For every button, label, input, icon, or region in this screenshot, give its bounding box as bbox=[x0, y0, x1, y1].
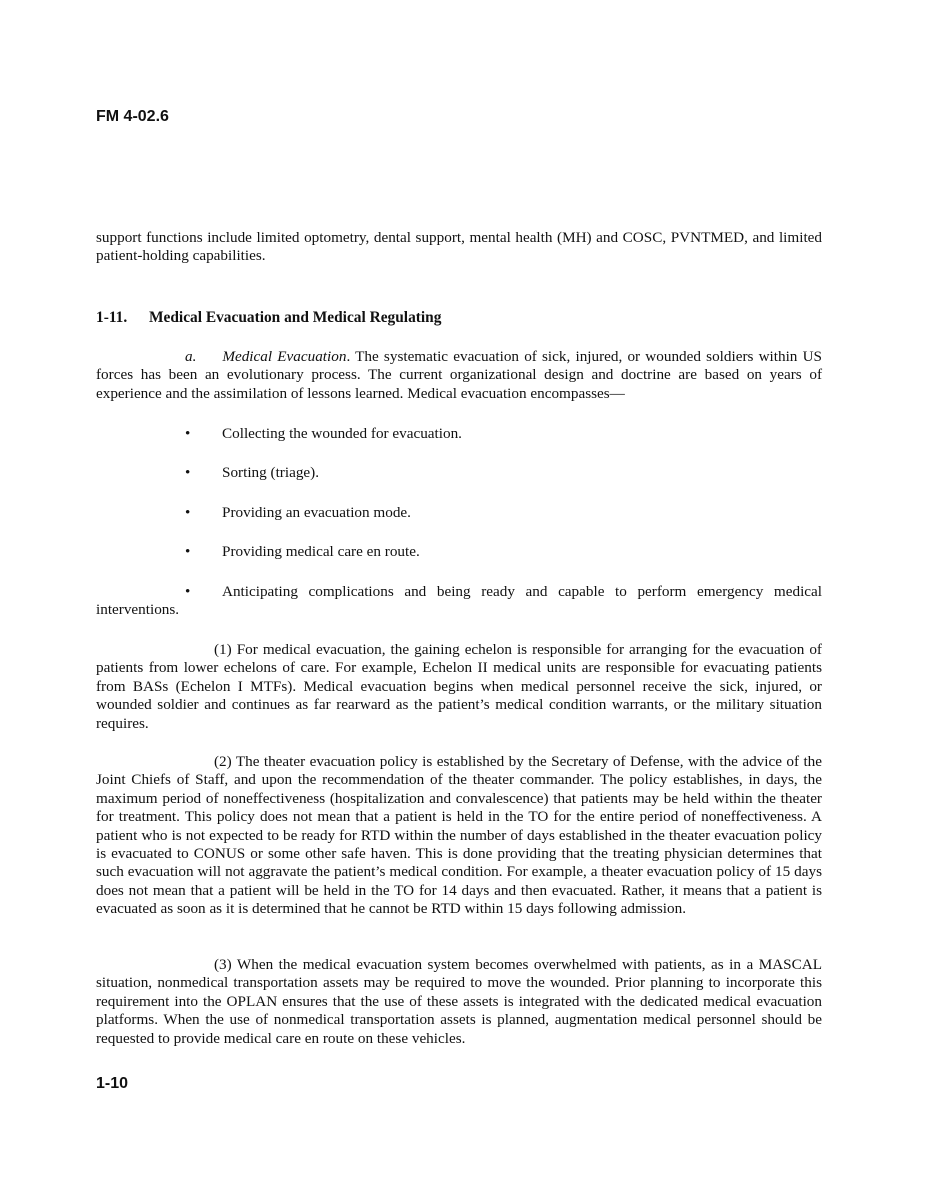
paragraph-text: (2) The theater evacuation policy is established by the Secretary of Defense, with the advice of the Joint Chiefs of Staff, and upon the recommendation of the theater commander. The policy establishes, in days, the maximum period of noneffectiveness (hospitalization and convalescence) that patients may be held within the theater for treatment. This policy does not mean that a patient is held in the TO for the entire period of noneffectiveness. A patient who is not expected to be ready for RTD within the number of days established in the theater evacuation policy is evacuated to CONUS or some other safe haven. This is done providing that the treating physician determines that such evacuation will not aggravate the patient’s medical condition. For example, a theater evacuation policy of 15 days does not mean that a patient will be held in the TO for 14 days and then evacuated. Rather, it means that a patient is evacuated as soon as it is determined that he cannot be RTD within 15 days following admission. bbox=[96, 753, 822, 918]
paragraph-text: (1) For medical evacuation, the gaining echelon is responsible for arranging for the evacuation of patients from lower echelons of care. For example, Echelon II medical units are responsible for evacuating patients from BASs (Echelon I MTFs). Medical evacuation begins when medical personnel receive the sick, injured, or wounded soldier and continues as far rearward as the patient’s medical condition warrants, or the military situation requires. bbox=[96, 641, 822, 732]
bullet-dot: • bbox=[185, 425, 191, 442]
bullet-dot: • bbox=[185, 464, 191, 481]
intro-paragraph: support functions include limited optometry, dental support, mental health (MH) and COSC, PVNTMED, and limited patient-holding capabilities. bbox=[96, 229, 822, 265]
page-number: 1-10 bbox=[96, 1075, 129, 1092]
section-number: 1-11. bbox=[96, 309, 128, 326]
bullet-text: Providing an evacuation mode. bbox=[222, 504, 411, 521]
bullet-2 bbox=[96, 464, 822, 482]
section-title: Medical Evacuation and Medical Regulating bbox=[149, 309, 442, 326]
bullet-text: Anticipating complications and being ready and capable to perform emergency medical interventions. bbox=[96, 583, 822, 619]
subsection-a-paragraph bbox=[96, 348, 822, 403]
bullet-4 bbox=[96, 543, 822, 561]
bullet-5 bbox=[96, 583, 822, 620]
subsection-a-text: . The systematic evacuation of sick, injured, or wounded soldiers within US forces has been an evolutionary process. The current organizational design and doctrine are based on years of experience and the assimilation of lessons learned. Medical evacuation encompasses— bbox=[96, 348, 823, 402]
bullet-text: Sorting (triage). bbox=[222, 464, 320, 481]
subsection-a-letter: a. bbox=[185, 348, 197, 365]
bullet-text: Collecting the wounded for evacuation. bbox=[222, 425, 462, 442]
section-heading bbox=[96, 309, 822, 327]
paragraph-3 bbox=[96, 956, 822, 1048]
bullet-dot: • bbox=[185, 504, 191, 521]
bullet-text: Providing medical care en route. bbox=[222, 543, 420, 560]
bullet-dot: • bbox=[185, 543, 191, 560]
subsection-a bbox=[96, 348, 822, 403]
paragraph-text: (3) When the medical evacuation system becomes overwhelmed with patients, as in a MASCAL situation, nonmedical transportation assets may be required to move the wounded. Prior planning to incorporate this requirement into the OPLAN ensures that the use of these assets is integrated with the dedicated medical evacuation platforms. When the use of nonmedical transportation assets is planned, augmentation medical personnel should be requested to provide medical care en route on these vehicles. bbox=[96, 956, 822, 1047]
subsection-a-title: Medical Evacuation bbox=[222, 348, 347, 365]
paragraph-1 bbox=[96, 641, 822, 733]
bullet-dot: • bbox=[185, 583, 191, 600]
paragraph-2 bbox=[96, 753, 822, 919]
intro-paragraph-block bbox=[96, 229, 822, 266]
bullet-3 bbox=[96, 504, 822, 522]
page-header: FM 4-02.6 bbox=[96, 108, 169, 125]
bullet-1 bbox=[96, 425, 822, 443]
